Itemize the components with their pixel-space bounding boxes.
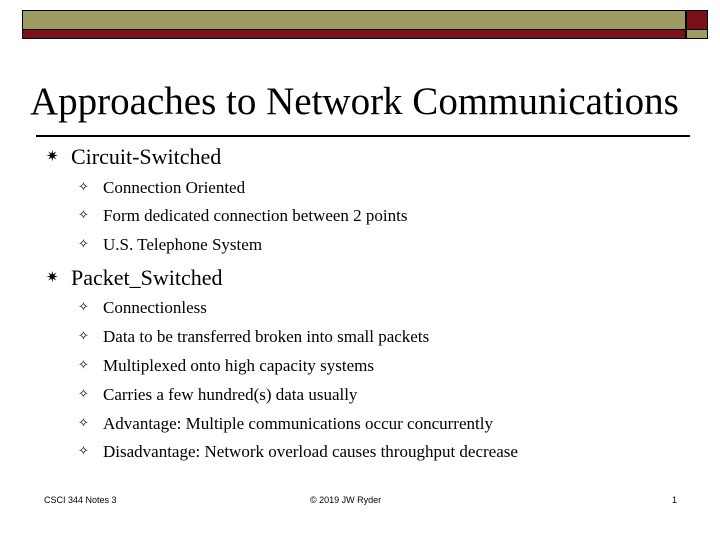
bullet-heading: Circuit-Switched xyxy=(71,144,222,169)
bullet-heading: Packet_Switched xyxy=(71,265,223,290)
diamond-bullet-icon: ✧ xyxy=(78,180,89,195)
sub-bullet-text: Connection Oriented xyxy=(103,178,246,197)
diamond-bullet-icon: ✧ xyxy=(78,387,89,402)
footer-copyright: © 2019 JW Ryder xyxy=(310,495,382,505)
sub-bullet-text: Carries a few hundred(s) data usually xyxy=(103,385,358,404)
header-bar-olive xyxy=(22,10,686,30)
sub-bullet-text: U.S. Telephone System xyxy=(103,235,263,254)
sub-bullet-text: Connectionless xyxy=(103,298,207,317)
diamond-bullet-icon: ✧ xyxy=(78,208,89,223)
slide-title: Approaches to Network Communications xyxy=(30,80,679,123)
footer-course: CSCI 344 Notes 3 xyxy=(44,495,117,505)
sub-bullet-text: Data to be transferred broken into small packets xyxy=(103,327,430,346)
star-bullet-icon: ✷ xyxy=(46,270,59,286)
sub-bullet-text: Advantage: Multiple communications occur concurrently xyxy=(103,414,493,433)
sub-bullet-text: Form dedicated connection between 2 points xyxy=(103,206,408,225)
diamond-bullet-icon: ✧ xyxy=(78,329,89,344)
footer-page-number: 1 xyxy=(672,495,678,505)
diamond-bullet-icon: ✧ xyxy=(78,300,89,315)
sub-bullet-text: Disadvantage: Network overload causes throughput decrease xyxy=(103,442,518,461)
header-bar-red xyxy=(22,29,686,39)
sub-bullet-text: Multiplexed onto high capacity systems xyxy=(103,356,375,375)
header-square-olive xyxy=(686,29,708,39)
diamond-bullet-icon: ✧ xyxy=(78,358,89,373)
diamond-bullet-icon: ✧ xyxy=(78,237,89,252)
diamond-bullet-icon: ✧ xyxy=(78,444,89,459)
diamond-bullet-icon: ✧ xyxy=(78,416,89,431)
star-bullet-icon: ✷ xyxy=(46,149,59,165)
header-square-red xyxy=(686,10,708,30)
title-underline xyxy=(36,135,690,137)
